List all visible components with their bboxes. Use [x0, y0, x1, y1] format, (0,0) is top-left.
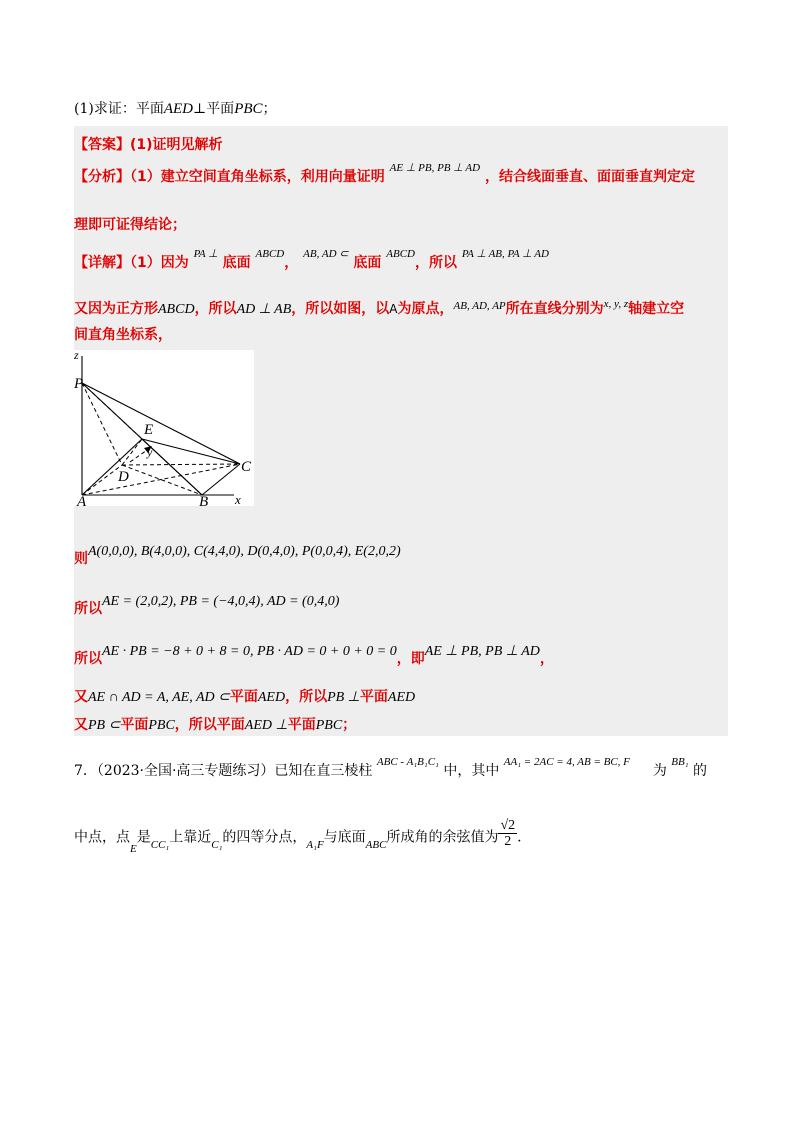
final-t2: 平面 [120, 717, 149, 733]
and-line [74, 686, 415, 706]
and-t1: 又 [74, 689, 88, 705]
q7-l2g: . [517, 829, 522, 846]
and-math3: PB ⊥ [327, 690, 360, 705]
q7-l2d: 的四等分点， [222, 829, 307, 846]
q7-math-c1: C₁ [211, 838, 223, 851]
q7-math-abc: ABC [365, 838, 387, 851]
label-p: P [74, 376, 84, 392]
pyramid-figure [74, 350, 254, 506]
final-t3: ，所以平面 [174, 717, 245, 733]
analysis-tail: ，结合线面垂直、面面垂直判定定 [484, 169, 695, 185]
q7-math-e: E [130, 842, 137, 855]
label-x: x [235, 492, 241, 506]
edge-pc [82, 383, 240, 464]
part1-end: ； [262, 101, 277, 117]
final-line [74, 714, 356, 734]
final-math3: AED ⊥ [244, 718, 288, 733]
label-z: z [74, 350, 79, 362]
question-part1 [74, 98, 277, 118]
answer-line: 【答案】(1)证明见解析 [74, 137, 223, 153]
square-line2: 间直角坐标系， [74, 327, 172, 343]
part1-math-aed: AED [163, 101, 194, 117]
square-math-adab: AD ⊥ AB [236, 302, 292, 317]
edge-ec [142, 439, 240, 464]
vectors-line [74, 590, 340, 617]
q7-num: 7．（2023·全国·高三专题练习）已知在直三棱柱 [74, 763, 373, 779]
and-t3: ，所以 [285, 689, 328, 705]
square-t4: 为原点， [397, 301, 454, 317]
coords-t: 则 [74, 551, 88, 567]
edge-pd [82, 383, 122, 465]
and-t4: 平面 [359, 689, 388, 705]
detail-math-pa: PA ⊥ [193, 248, 218, 260]
detail-math-abcd: ABCD [255, 248, 285, 260]
detail-math-abcd2: ABCD [386, 248, 415, 260]
square-t3: ，所以如图，以 [291, 301, 390, 317]
detail-t1: 底面 [222, 255, 251, 271]
edge-bc [202, 464, 240, 495]
part1-prefix: (1)求证：平面 [74, 101, 164, 117]
q7-t1: 中，其中 [443, 763, 500, 779]
q7-l2c: 上靠近 [169, 829, 212, 846]
square-math-abcd: ABCD [158, 302, 195, 317]
q7-l2b: 是 [136, 829, 151, 846]
edge-db [122, 465, 202, 495]
analysis-math: AE ⊥ PB, PB ⊥ AD [389, 162, 481, 174]
label-e: E [144, 422, 154, 438]
question7-line2 [74, 818, 522, 855]
detail-line [74, 248, 549, 272]
q7-t2: 为 [652, 763, 667, 779]
part1-mid: 平面 [206, 101, 235, 117]
edge-ac [82, 464, 240, 495]
square-math-axes: AB, AD, AP [453, 300, 506, 312]
q7-fraction [498, 818, 517, 849]
q7-l2a: 中点，点 [74, 829, 130, 846]
label-y: y [147, 445, 153, 459]
coords-line [74, 540, 401, 567]
q7-math-prism: ABC - A₁B₁C₁ [376, 756, 439, 768]
square-t5: 所在直线分别为 [505, 301, 604, 317]
dots-t: 所以 [74, 651, 102, 667]
question7-line1 [74, 756, 707, 780]
dots-math2: AE ⊥ PB, PB ⊥ AD [424, 644, 540, 659]
square-t2: ，所以 [194, 301, 237, 317]
q7-t3: 的 [692, 763, 707, 779]
final-t4: 平面 [287, 717, 316, 733]
square-t1: 又因为正方形 [74, 301, 158, 317]
label-a: A [77, 494, 87, 506]
q7-math-a1f: A₁F [306, 838, 324, 851]
edge-ad [82, 465, 122, 495]
detail-t2: ， [284, 255, 299, 271]
square-line [74, 298, 684, 318]
detail-t3: 底面 [353, 255, 382, 271]
q7-l2f: 所成角的余弦值为 [386, 829, 499, 846]
q7-math-cc1: CC₁ [150, 838, 170, 851]
label-b: B [199, 494, 209, 506]
and-math1: AE ∩ AD = A, AE, AD ⊂ [88, 690, 230, 705]
dots-line [74, 640, 554, 667]
dots-t3: ， [539, 651, 554, 667]
vectors-math: AE = (2,0,2), PB = (−4,0,4), AD = (0,4,0) [102, 594, 340, 609]
part1-perp: ⊥ [193, 101, 207, 117]
square-math-xyz: x, y, z [603, 298, 629, 310]
analysis-line [74, 162, 695, 186]
and-t2: 平面 [229, 689, 258, 705]
q7-math-lengths: AA₁ = 2AC = 4, AB = BC, F [503, 756, 630, 768]
analysis-line2: 理即可证得结论； [74, 217, 186, 233]
analysis-label: 【分析】（1）建立空间直角坐标系，利用向量证明 [74, 169, 385, 185]
coords-math: A(0,0,0), B(4,0,0), C(4,4,0), D(0,4,0), P(0,0,4), E(2,0,2) [88, 544, 401, 559]
dots-t2: ，即 [396, 651, 425, 667]
dots-math: AE · PB = −8 + 0 + 8 = 0, PB · AD = 0 + 0 + 0 = 0 [102, 644, 397, 659]
detail-math-pa-perp: PA ⊥ AB, PA ⊥ AD [461, 248, 549, 260]
final-math4: PBC [315, 718, 343, 733]
edge-dc [122, 464, 240, 465]
detail-label: 【详解】（1）因为 [74, 255, 189, 271]
label-d: D [118, 469, 129, 485]
q7-math-bb1: BB₁ [671, 756, 689, 768]
and-math2: AED [257, 690, 286, 705]
detail-t4: ，所以 [415, 255, 457, 271]
square-t6: 轴建立空 [628, 301, 685, 317]
detail-math-abad: AB, AD ⊂ [303, 248, 349, 260]
final-math2: PBC [148, 718, 175, 733]
final-t5: ； [342, 717, 357, 733]
q7-frac-num: √2 [500, 818, 516, 833]
label-c: C [241, 459, 252, 475]
edge-ae [82, 439, 142, 495]
final-math1: PB ⊂ [88, 718, 121, 733]
square-a: A [389, 302, 398, 316]
and-math4: AED [387, 690, 416, 705]
vectors-t: 所以 [74, 601, 102, 617]
part1-math-pbc: PBC [234, 101, 263, 117]
final-t1: 又 [74, 717, 88, 733]
pyramid-diagram [74, 350, 254, 506]
q7-l2e: 与底面 [323, 829, 366, 846]
q7-frac-den: 2 [504, 834, 512, 849]
